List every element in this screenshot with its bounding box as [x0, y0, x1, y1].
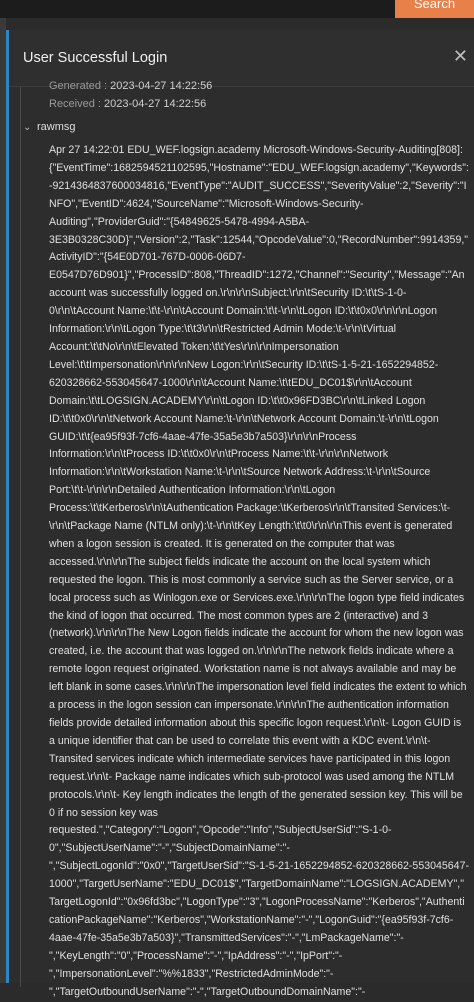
panel-title: User Successful Login	[23, 50, 168, 66]
search-button[interactable]: Search	[395, 0, 474, 18]
generated-value: 2023-04-27 14:22:56	[110, 80, 213, 92]
tree-guide-line	[20, 87, 21, 987]
event-detail-panel	[9, 30, 474, 998]
panel-header	[9, 30, 474, 87]
top-toolbar	[0, 0, 474, 18]
received-label: Received :	[49, 98, 101, 110]
chevron-down-icon[interactable]: ⌄	[23, 122, 32, 133]
close-icon[interactable]: ✕	[452, 46, 468, 66]
rawmsg-label[interactable]: rawmsg	[37, 121, 76, 133]
received-field	[49, 98, 206, 110]
generated-label: Generated :	[49, 80, 108, 92]
generated-field	[49, 80, 212, 92]
rawmsg-content: Apr 27 14:22:01 EDU_WEF.logsign.academy Microsoft-Windows-Security-Auditing[808]: {"EventTime":1682594521102595,"Hostname":"EDU_WEF.logsign.academy","Keywords":-9214364837600034816,"EventType":"AUDIT_SUCCESS","SeverityValue":2,"Severity":"INFO","EventID":4624,"SourceName":"Microsoft-Windows-Security-Auditing","ProviderGuid":"{54849625-5478-4994-A5BA-3E3B0328C30D}","Version":2,"Task":12544,"OpcodeValue":0,"RecordNumber":9914359,"ActivityID":"{54E0D701-767D-0006-06D7-E0547D76D901}","ProcessID":808,"ThreadID":1272,"Channel":"Security","Message":"An account was successfully logged on.\r\n\r\nSubject:\r\n\tSecurity ID:\t\tS-1-0-0\r\n\tAccount Name:\t\t-\r\n\tAccount Domain:\t\t-\r\n\tLogon ID:\t\t0x0\r\n\r\nLogon Information:\r\n\tLogon Type:\t\t3\r\n\tRestricted Admin Mode:\t-\r\n\tVirtual Account:\t\tNo\r\n\tElevated Token:\t\tYes\r\n\r\nImpersonation Level:\t\tImpersonation\r\n\r\nNew Logon:\r\n\tSecurity ID:\t\tS-1-5-21-1652294852-620328662-553045647-1000\r\n\tAccount Name:\t\tEDU_DC01$\r\n\tAccount Domain:\t\tLOGSIGN.ACADEMY\r\n\tLogon ID:\t\t0x96FD3BC\r\n\tLinked Logon ID:\t\t0x0\r\n\tNetwork Account Name:\t-\r\n\tNetwork Account Domain:\t-\r\n\tLogon GUID:\t\t{ea95f93f-7cf6-4aae-47fe-35a5e3b7a503}\r\n\r\nProcess Information:\r\n\tProcess ID:\t\t0x0\r\n\tProcess Name:\t\t-\r\n\r\nNetwork Information:\r\n\tWorkstation Name:\t-\r\n\tSource Network Address:\t-\r\n\tSource Port:\t\t-\r\n\r\nDetailed Authentication Information:\r\n\tLogon Process:\t\tKerberos\r\n\tAuthentication Package:\tKerberos\r\n\tTransited Services:\t-\r\n\tPackage Name (NTLM only):\t-\r\n\tKey Length:\t\t0\r\n\r\nThis event is generated when a logon session is created. It is generated on the computer that was accessed.\r\n\r\nThe subject fields indicate the account on the local system which requested the logon. This is most commonly a service such as the Server service, or a local process such as Winlogon.exe or Services.exe.\r\n\r\nThe logon type field indicates the kind of logon that occurred. The most common types are 2 (interactive) and 3 (network).\r\n\r\nThe New Logon fields indicate the account for whom the new logon was created, i.e. the account that was logged on.\r\n\r\nThe network fields indicate where a remote logon request originated. Workstation name is not always available and may be left blank in some cases.\r\n\r\nThe impersonation level field indicates the extent to which a process in the logon session can impersonate.\r\n\r\nThe authentication information fields provide detailed information about this specific logon request.\r\n\t- Logon GUID is a unique identifier that can be used to correlate this event with a KDC event.\r\n\t- Transited services indicate which intermediate services have participated in this logon request.\r\n\t- Package name indicates which sub-protocol was used among the NTLM protocols.\r\n\t- Key length indicates the length of the generated session key. This will be 0 if no session key was requested.","Category":"Logon","Opcode":"Info","SubjectUserSid":"S-1-0-0","SubjectUserName":"-","SubjectDomainName":"-","SubjectLogonId":"0x0","TargetUserSid":"S-1-5-21-1652294852-620328662-553045647-1000","TargetUserName":"EDU_DC01$","TargetDomainName":"LOGSIGN.ACADEMY","TargetLogonId":"0x96fd3bc","LogonType":"3","LogonProcessName":"Kerberos","AuthenticationPackageName":"Kerberos","WorkstationName":"-","LogonGuid":"{ea95f93f-7cf6-4aae-47fe-35a5e3b7a503}","TransmittedServices":"-","LmPackageName":"-","KeyLength":"0","ProcessName":"-","IpAddress":"-","IpPort":"-","ImpersonationLevel":"%%1833","RestrictedAdminMode":"-","TargetOutboundUserName":"-","TargetOutboundDomainName":"-	[49, 144, 469, 998]
received-value: 2023-04-27 14:22:56	[104, 98, 207, 110]
